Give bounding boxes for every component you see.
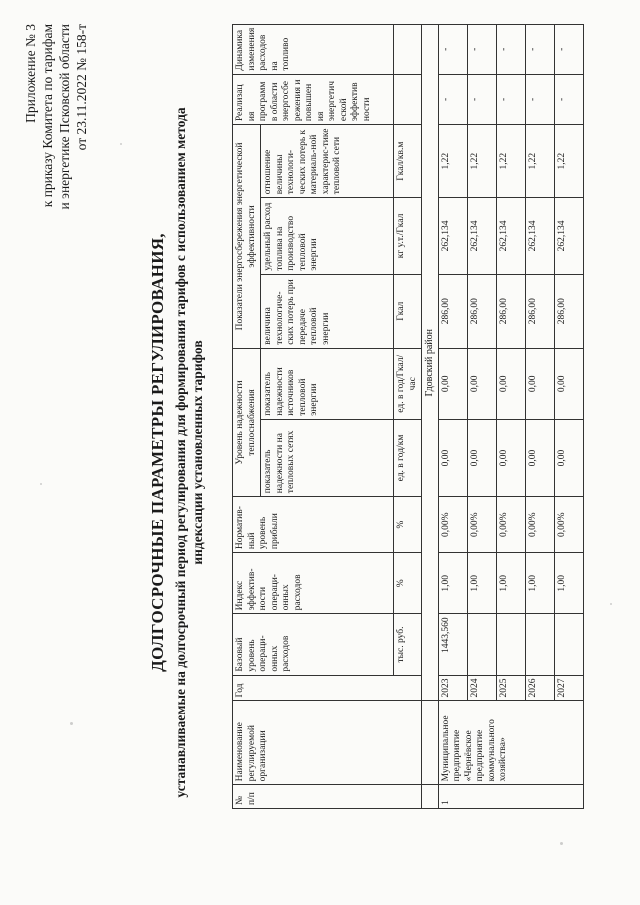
unit-ratio: Гкал/кв.м [394,125,422,198]
cell-year: 2027 [554,675,583,701]
cell-program: - [496,74,525,125]
header-reliability: Уровень надежности теплоснабжения [233,348,261,496]
table-row [496,25,525,809]
cell-program: - [525,74,554,125]
cell-rel-src: 0,00 [438,348,467,419]
cell-fuel: 262,134 [554,198,583,274]
cell-rel-src: 0,00 [467,348,496,419]
org-name: Муниципальное предприятие «Чернёвское предприятие коммунального хозяйства» [438,701,583,785]
cell-index: 1,00 [467,553,496,614]
unit-fuel: кг у.т./Гкал [394,198,422,274]
table-row [438,25,467,809]
cell-loss: 286,00 [496,274,525,348]
region-row [422,25,439,809]
cell-rel-src: 0,00 [525,348,554,419]
unit-dynamics-empty [394,25,422,75]
cell-rel-net: 0,00 [496,419,525,496]
cell-base [525,614,554,675]
document-subtitle [172,0,206,905]
cell-year: 2025 [496,675,525,701]
appendix-line-2: к приказу Комитета по тарифам [40,24,55,208]
cell-program: - [554,74,583,125]
region-num-empty [422,785,439,809]
table-row [525,25,554,809]
cell-loss: 286,00 [554,274,583,348]
org-number: 1 [438,785,583,809]
cell-dynamics: - [554,25,583,75]
header-program: Реализац ия программ в области энергосбе режения и повышен ия энергетич еской эффектив ности [233,74,394,125]
region-org-empty [422,701,439,785]
cell-rel-net: 0,00 [525,419,554,496]
header-rel-net: показатель надежности на тепловых сетях [261,419,394,496]
cell-norm: 0,00% [467,497,496,553]
cell-program: - [438,74,467,125]
cell-rel-src: 0,00 [554,348,583,419]
parameters-table [232,24,584,809]
header-norm: Норматив-ный уровень прибыли [233,497,394,553]
subtitle-line-2: индексации установленных тарифов [190,340,205,565]
subtitle-line-1: устанавливаемые на долгосрочный период регулирования для формирования тарифов с использованием метода [173,107,188,798]
cell-base [496,614,525,675]
cell-loss: 286,00 [525,274,554,348]
header-org: Наименование регулируемой организации [233,701,422,785]
cell-index: 1,00 [496,553,525,614]
header-ratio: отношение величины технологи-ческих потерь к материаль-ной характерис-тике тепловой сети [261,125,394,198]
cell-dynamics: - [525,25,554,75]
table-row [554,25,583,809]
region-name: Гдовский район [422,25,439,701]
cell-base: 1443,560 [438,614,467,675]
appendix-block [22,24,90,209]
cell-fuel: 262,134 [496,198,525,274]
cell-norm: 0,00% [525,497,554,553]
header-rel-src: показатель надежности источников тепловой энергии [261,348,394,419]
document-title: ДОЛГОСРОЧНЫЕ ПАРАМЕТРЫ РЕГУЛИРОВАНИЯ, [148,233,167,672]
cell-ratio: 1,22 [496,125,525,198]
cell-ratio: 1,22 [438,125,467,198]
cell-base [467,614,496,675]
unit-loss: Гкал [394,274,422,348]
header-index: Индекс эффектив-ности операци-онных расходов [233,553,394,614]
unit-program-empty [394,74,422,125]
cell-ratio: 1,22 [525,125,554,198]
cell-rel-src: 0,00 [496,348,525,419]
cell-base [554,614,583,675]
appendix-line-4: от 23.11.2022 № 158-т [74,24,89,151]
cell-program: - [467,74,496,125]
cell-norm: 0,00% [496,497,525,553]
cell-norm: 0,00% [554,497,583,553]
unit-index: % [394,553,422,614]
header-energy: Показатели энергосбережения энергетической эффективности [233,125,261,349]
header-year: Год [233,675,422,701]
header-fuel: удельный расход топлива на производство тепловой энергии [261,198,394,274]
cell-loss: 286,00 [438,274,467,348]
header-num: № п/п [233,785,422,809]
cell-rel-net: 0,00 [438,419,467,496]
unit-rel-src: ед. в год/Гкал/час [394,348,422,419]
cell-rel-net: 0,00 [554,419,583,496]
cell-year: 2023 [438,675,467,701]
header-row-1 [233,25,261,809]
cell-index: 1,00 [554,553,583,614]
unit-base: тыс. руб. [394,614,422,675]
header-dynamics: Динамика изменения расходов на топливо [233,25,394,75]
header-base: Базовый уровень операци-онных расходов [233,614,394,675]
cell-ratio: 1,22 [554,125,583,198]
unit-norm: % [394,497,422,553]
appendix-line-3: и энергетике Псковской области [57,24,72,210]
cell-fuel: 262,134 [525,198,554,274]
cell-rel-net: 0,00 [467,419,496,496]
appendix-line-1: Приложение № 3 [23,24,38,123]
cell-year: 2024 [467,675,496,701]
unit-rel-net: ед. в год/км [394,419,422,496]
cell-ratio: 1,22 [467,125,496,198]
cell-fuel: 262,134 [438,198,467,274]
cell-dynamics: - [438,25,467,75]
header-loss: величина технологиче-ских потерь при передаче тепловой энергии [261,274,394,348]
cell-loss: 286,00 [467,274,496,348]
cell-index: 1,00 [438,553,467,614]
cell-norm: 0,00% [438,497,467,553]
cell-dynamics: - [467,25,496,75]
cell-dynamics: - [496,25,525,75]
cell-fuel: 262,134 [467,198,496,274]
table-row [467,25,496,809]
cell-index: 1,00 [525,553,554,614]
cell-year: 2026 [525,675,554,701]
